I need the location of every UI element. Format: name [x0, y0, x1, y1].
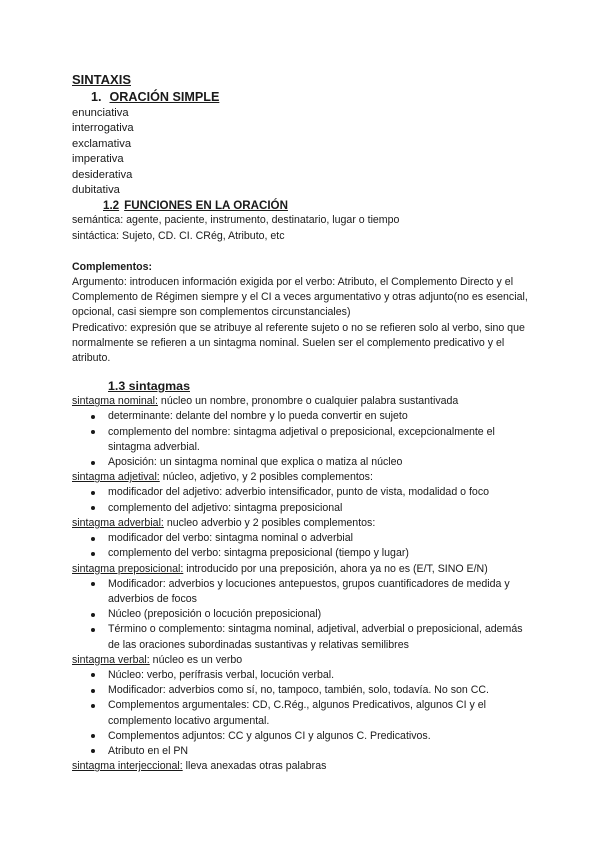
sintagma-label: sintagma adverbial: [72, 516, 164, 529]
list-item [72, 485, 532, 500]
section-number: 1.2 [103, 199, 120, 213]
list-item-text: Núcleo (preposición o locución preposicional) [108, 608, 322, 621]
bullet-icon [91, 628, 95, 632]
list-item-text: modificador del adjetivo: adverbio intensificador, punto de vista, modalidad o foco [108, 486, 490, 499]
list-item-text: modificador del verbo: sintagma nominal o adverbial [108, 532, 353, 545]
list-item-text: complemento del verbo: sintagma preposicional (tiempo y lugar) [108, 547, 409, 560]
sentence-type: exclamativa [72, 137, 132, 150]
bullet-icon [91, 461, 95, 465]
sintagma-description: núcleo es un verbo [149, 653, 243, 666]
section-heading-funciones [72, 198, 532, 213]
sintagma-label: sintagma preposicional: [72, 562, 184, 575]
bullet-icon [91, 673, 95, 677]
document-title: SINTAXIS [72, 72, 131, 87]
sintagma-definition [72, 394, 532, 409]
list-item-text: complemento del nombre: sintagma adjetival o preposicional, excepcionalmente el sintagma adverbial. [108, 425, 495, 453]
section-title: ORACIÓN SIMPLE [109, 90, 220, 104]
semantica-line: semántica: agente, paciente, instrumento, destinatario, lugar o tiempo [72, 214, 400, 227]
list-item [72, 409, 532, 424]
bullet-icon [91, 506, 95, 510]
bullet-icon [91, 582, 95, 586]
list-item [72, 607, 532, 622]
bullet-icon [91, 491, 95, 495]
sintagma-description: nucleo adverbio y 2 posibles complementos: [163, 516, 376, 529]
bullet-icon [91, 552, 95, 556]
bullet-icon [91, 689, 95, 693]
bullet-icon [91, 415, 95, 419]
list-item-text: Atributo en el PN [108, 744, 189, 757]
list-item [72, 501, 532, 516]
list-item [72, 577, 532, 607]
sintagma-label: sintagma interjeccional: [72, 760, 183, 773]
bullet-icon [91, 613, 95, 617]
sentence-type: enunciativa [72, 107, 129, 119]
section-heading-oracion-simple [72, 89, 532, 106]
list-item-text: Núcleo: verbo, perífrasis verbal, locución verbal. [108, 668, 335, 681]
list-item-text: complemento del adjetivo: sintagma preposicional [108, 501, 343, 514]
sintagma-items [72, 668, 532, 759]
sintagma-definition [72, 653, 532, 668]
sintagma-label: sintagma verbal: [72, 653, 150, 666]
sentence-type: interrogativa [72, 122, 134, 135]
list-item-text: Término o complemento: sintagma nominal, adjetival, adverbial o preposicional, además de las oraciones subordinadas sustantivas y relativas semilibres [108, 623, 523, 651]
sintagma-definition [72, 516, 532, 531]
complementos-heading: Complementos: [72, 260, 153, 273]
sintagma-description: introducido por una preposición, ahora ya no es (E/T, SINO E/N) [183, 562, 488, 575]
list-item-text: Complementos argumentales: CD, C.Rég., algunos Predicativos, algunos CI y el complemento locativo argumental. [108, 699, 487, 727]
list-item-text: Modificador: adverbios y locuciones antepuestos, grupos cuantificadores de medida y adverbios de focos [108, 577, 510, 605]
document-page [72, 71, 532, 774]
sintagma-description: lleva anexadas otras palabras [182, 760, 327, 773]
sentence-types-list [72, 106, 532, 198]
sintagma-description: núcleo, adjetivo, y 2 posibles complementos: [159, 471, 373, 484]
list-item [72, 455, 532, 470]
sintagma-definition [72, 470, 532, 485]
list-item-text: determinante: delante del nombre y lo pueda convertir en sujeto [108, 410, 408, 423]
argumento-paragraph: Argumento: introducen información exigida por el verbo: Atributo, el Complemento Directo y el Complemento de Régimen siempre y el CI a veces argumentativo y otras adjunto(no es esencial, opcional, casi siempre son complementos circunstanciales) [72, 276, 528, 319]
sintagma-items [72, 409, 532, 470]
sintagma-label: sintagma adjetival: [72, 471, 160, 484]
list-item [72, 668, 532, 683]
sentence-type: desiderativa [72, 168, 133, 181]
sentence-type: dubitativa [72, 184, 120, 197]
sintagma-items [72, 577, 532, 653]
bullet-icon [91, 537, 95, 541]
list-item [72, 425, 532, 455]
sintagma-definition [72, 562, 532, 577]
bullet-icon [91, 704, 95, 708]
list-item-text: Aposición: un sintagma nominal que explica o matiza al núcleo [108, 456, 403, 469]
sintagma-description: núcleo un nombre, pronombre o cualquier palabra sustantivada [157, 395, 459, 408]
sintagma-items [72, 485, 532, 515]
sintagmas-list [72, 394, 532, 774]
list-item [72, 698, 532, 728]
list-item-text: Complementos adjuntos: CC y algunos CI y algunos C. Predicativos. [108, 729, 431, 742]
predicativo-paragraph: Predicativo: expresión que se atribuye al referente sujeto o no se refieren solo al verbo, sino que normalmente se refieren a un sintagma nominal. Suelen ser el complemento predicativo y el atributo. [72, 321, 525, 365]
section-title: FUNCIONES EN LA ORACIÓN [124, 199, 288, 213]
list-item [72, 683, 532, 698]
list-item [72, 729, 532, 744]
bullet-icon [91, 734, 95, 738]
section-heading-sintagmas: 1.3 sintagmas [108, 379, 190, 394]
section-number: 1. [91, 90, 102, 104]
list-item-text: Modificador: adverbios como sí, no, tampoco, también, solo, todavía. No son CC. [108, 684, 489, 697]
list-item [72, 531, 532, 546]
list-item [72, 546, 532, 561]
sintagma-label: sintagma nominal: [72, 395, 158, 408]
bullet-icon [91, 749, 95, 753]
list-item [72, 622, 532, 652]
bullet-icon [91, 430, 95, 434]
sintagma-definition [72, 759, 532, 774]
sintactica-line: sintáctica: Sujeto, CD. CI. CRég, Atributo, etc [72, 229, 285, 242]
sintagma-items [72, 531, 532, 561]
sentence-type: imperativa [72, 153, 124, 166]
list-item [72, 744, 532, 759]
